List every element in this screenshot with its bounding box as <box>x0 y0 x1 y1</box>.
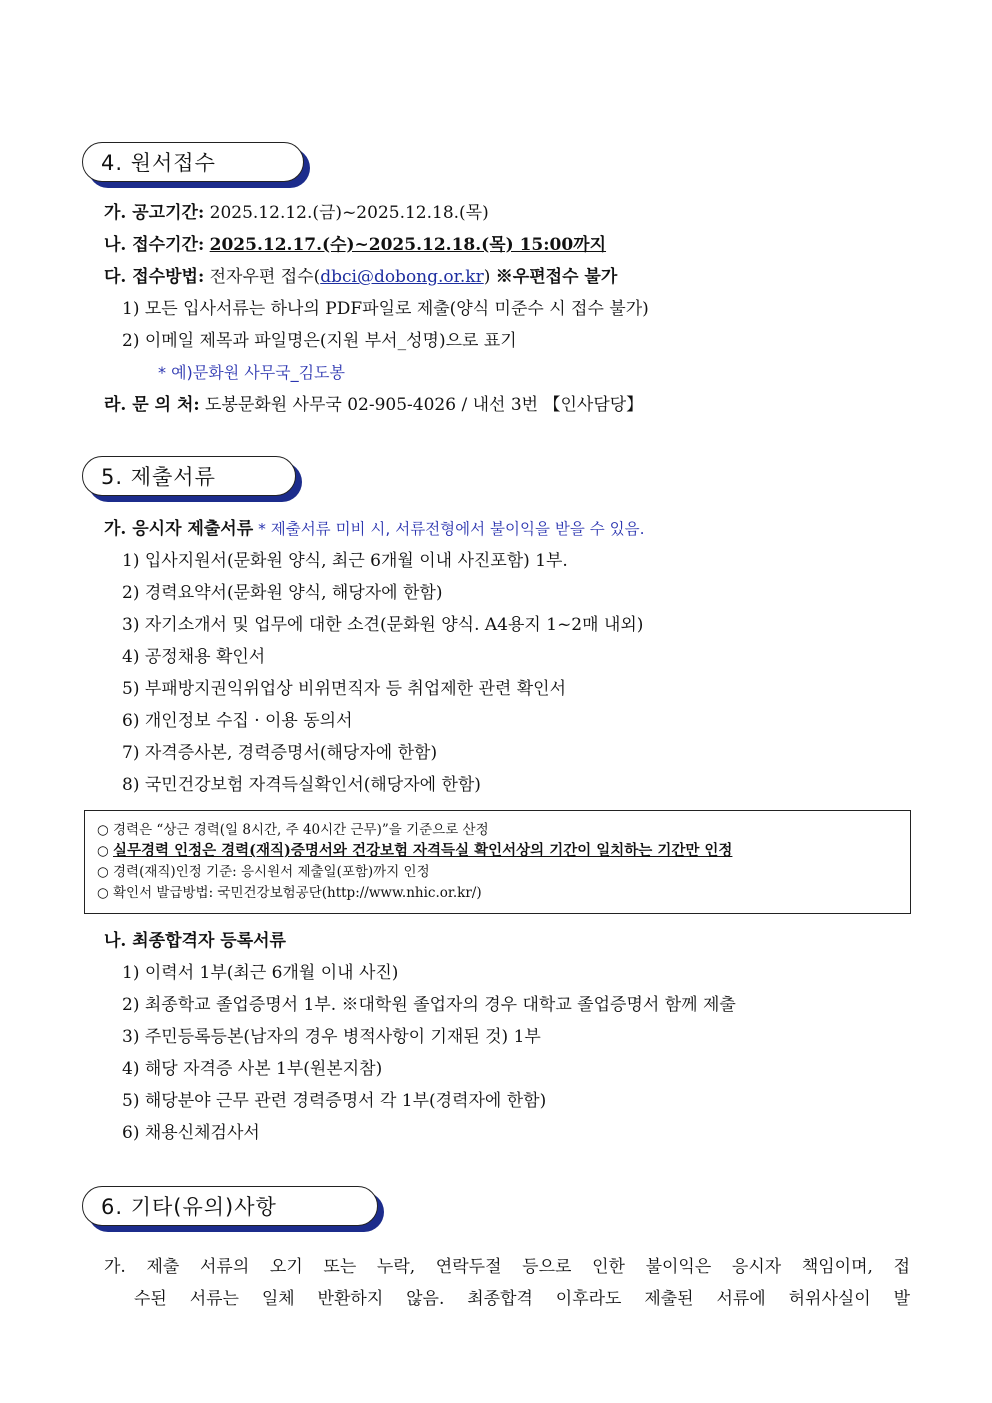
applicant-doc-item: 3) 자기소개서 및 업무에 대한 소견(문화원 양식. A4용지 1~2매 내외) <box>122 615 644 635</box>
applicant-docs-label: 가. 응시자 제출서류 <box>104 519 254 539</box>
section-5-title: 5. 제출서류 <box>82 456 296 496</box>
section-4-header <box>82 142 304 182</box>
receipt-period-value: 2025.12.17.(수)~2025.12.18.(목) 15:00까지 <box>209 235 607 255</box>
final-docs-label: 나. 최종합격자 등록서류 <box>104 931 286 951</box>
career-note <box>97 842 732 860</box>
applicant-doc-item: 4) 공정채용 확인서 <box>122 647 266 667</box>
final-doc-item: 1) 이력서 1부(최근 6개월 이내 사진) <box>122 963 399 983</box>
applicant-doc-item: 2) 경력요약서(문화원 양식, 해당자에 한함) <box>122 583 443 603</box>
receipt-method-pre: 전자우편 접수( <box>204 267 321 287</box>
career-note-text: 경력(재직)인정 기준: 응시원서 제출일(포함)까지 인정 <box>113 864 430 880</box>
section-6-header <box>82 1186 378 1226</box>
career-note <box>97 821 489 839</box>
inquiry-value: 도봉문화원 사무국 02-905-4026 / 내선 3번 【인사담당】 <box>199 395 644 415</box>
method-example: * 예)문화원 사무국_김도봉 <box>158 363 345 382</box>
notice-period-label: 가. 공고기간: <box>104 203 205 223</box>
receipt-period-line <box>104 234 606 256</box>
notice-period-value: 2025.12.12.(금)~2025.12.18.(목) <box>204 203 489 223</box>
section-5-header <box>82 456 296 496</box>
career-note <box>97 884 482 902</box>
career-notes-box <box>84 810 911 914</box>
final-doc-item: 3) 주민등록등본(남자의 경우 병적사항이 기재된 것) 1부 <box>122 1027 541 1047</box>
notice-period-line <box>104 202 489 224</box>
no-mail-note: ※우편접수 불가 <box>495 267 618 287</box>
circle-bullet-icon: ○ <box>97 885 109 901</box>
inquiry-line <box>104 394 643 416</box>
section-4-title: 4. 원서접수 <box>82 142 304 182</box>
circle-bullet-icon: ○ <box>97 864 109 880</box>
receipt-method-label: 다. 접수방법: <box>104 267 205 287</box>
final-doc-item: 5) 해당분야 근무 관련 경력증명서 각 1부(경력자에 한함) <box>122 1091 547 1111</box>
applicant-docs-note: * 제출서류 미비 시, 서류전형에서 불이익을 받을 수 있음. <box>253 520 645 538</box>
career-note <box>97 863 430 881</box>
applicant-doc-item: 8) 국민건강보험 자격득실확인서(해당자에 한함) <box>122 775 481 795</box>
career-note-text: 실무경력 인정은 경력(재직)증명서와 건강보험 자격득실 확인서상의 기간이 일치하는 기간만 인정 <box>113 842 733 859</box>
section-6-title: 6. 기타(유의)사항 <box>82 1186 378 1226</box>
notice-paragraph-line-2: 수된 서류는 일체 반환하지 않음. 최종합격 이후라도 제출된 서류에 허위사실이 발 <box>134 1289 910 1309</box>
receipt-method-post: ) <box>483 267 496 287</box>
method-item-1: 1) 모든 입사서류는 하나의 PDF파일로 제출(양식 미준수 시 접수 불가) <box>122 299 649 319</box>
applicant-doc-item: 5) 부패방지권익위업상 비위면직자 등 취업제한 관련 확인서 <box>122 679 566 699</box>
career-note-text: 확인서 발급방법: 국민건강보험공단(http://www.nhic.or.kr/) <box>113 885 482 901</box>
receipt-period-label: 나. 접수기간: <box>104 235 205 255</box>
final-doc-item: 2) 최종학교 졸업증명서 1부. ※대학원 졸업자의 경우 대학교 졸업증명서 함께 제출 <box>122 995 736 1015</box>
circle-bullet-icon: ○ <box>97 843 109 859</box>
applicant-doc-item: 6) 개인정보 수집 · 이용 동의서 <box>122 711 353 731</box>
notice-paragraph-line-1: 가. 제출 서류의 오기 또는 누락, 연락두절 등으로 인한 불이익은 응시자 책임이며, 접 <box>104 1257 910 1277</box>
final-doc-item: 6) 채용신체검사서 <box>122 1123 260 1143</box>
inquiry-label: 라. 문 의 처: <box>104 395 200 415</box>
circle-bullet-icon: ○ <box>97 822 109 838</box>
career-note-text: 경력은 “상근 경력(일 8시간, 주 40시간 근무)”을 기준으로 산정 <box>113 822 489 838</box>
final-doc-item: 4) 해당 자격증 사본 1부(원본지참) <box>122 1059 383 1079</box>
applicant-doc-item: 1) 입사지원서(문화원 양식, 최근 6개월 이내 사진포함) 1부. <box>122 551 568 571</box>
applicant-docs-line <box>104 518 645 540</box>
email-link[interactable]: dbci@dobong.or.kr <box>320 267 484 287</box>
applicant-doc-item: 7) 자격증사본, 경력증명서(해당자에 한함) <box>122 743 438 763</box>
method-item-2: 2) 이메일 제목과 파일명은(지원 부서_성명)으로 표기 <box>122 331 517 351</box>
receipt-method-line <box>104 266 617 288</box>
